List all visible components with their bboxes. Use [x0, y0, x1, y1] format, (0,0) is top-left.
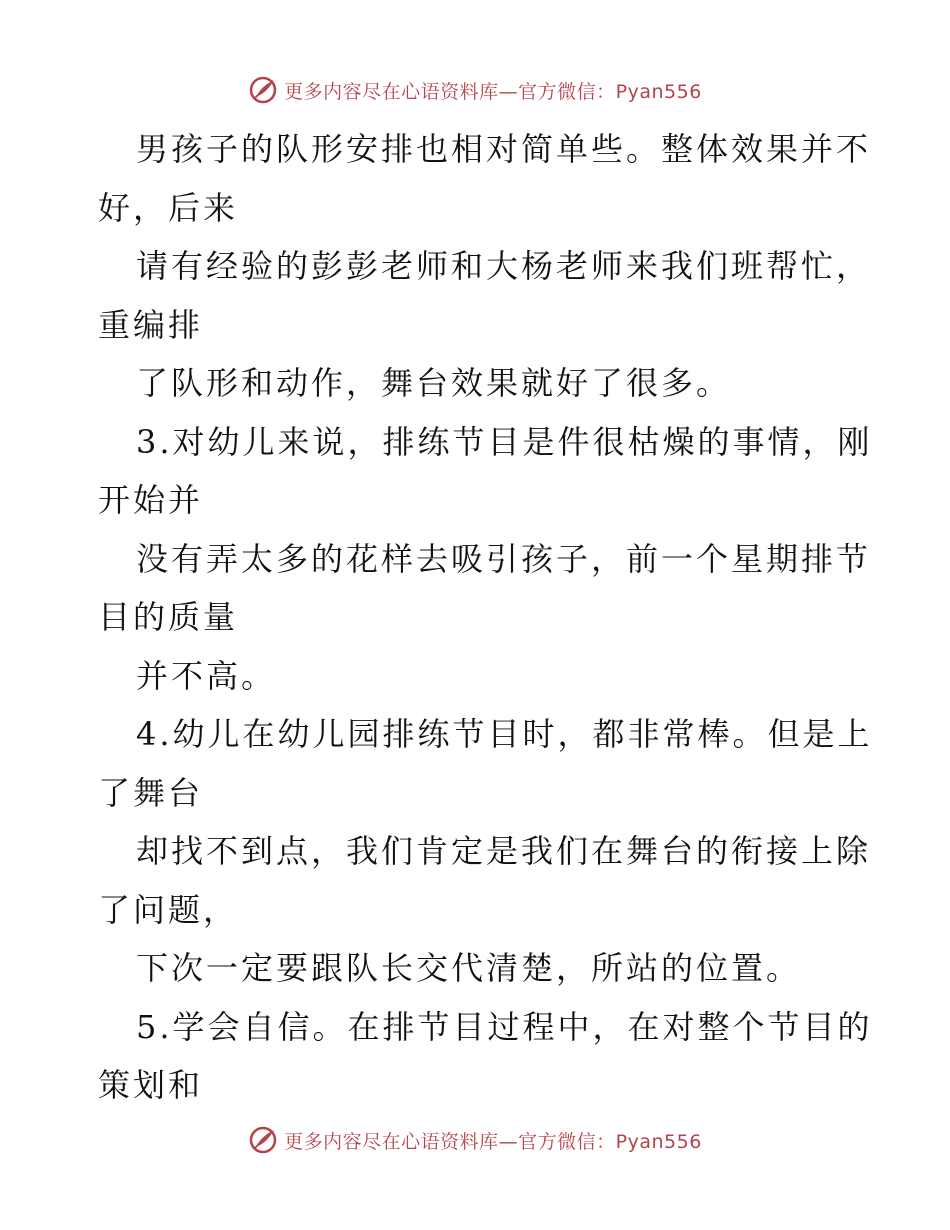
- text-line-13: 却找不到点，我们肯定是我们在舞台的衔接上除: [136, 832, 872, 870]
- text-line-4: 重编排: [98, 305, 204, 344]
- text-line-16: 5.学会自信。在排节目过程中，在对整个节目的: [136, 1007, 873, 1046]
- footer-banner-text: 更多内容尽在心语资料库—官方微信：Pyan556: [284, 1130, 702, 1153]
- footer-banner: [0, 1120, 950, 1160]
- text-line-1: 男孩子的队形安排也相对简单些。整体效果并不: [136, 130, 872, 168]
- text-line-14: 了问题，: [98, 890, 239, 929]
- text-line-11: 4.幼儿在幼儿园排练节目时，都非常棒。但是上: [136, 715, 873, 753]
- text-line-12: 了舞台: [98, 773, 204, 812]
- header-banner: [0, 70, 950, 110]
- text-line-10: 并不高。: [136, 656, 277, 695]
- feather-pen-logo-icon: [248, 75, 278, 105]
- text-line-2: 好，后来: [98, 188, 239, 227]
- text-line-8: 没有弄太多的花样去吸引孩子，前一个星期排节: [136, 539, 872, 578]
- text-line-7: 开始并: [98, 481, 204, 519]
- text-line-3: 请有经验的彭彭老师和大杨老师来我们班帮忙，: [136, 247, 872, 285]
- text-line-15: 下次一定要跟队长交代清楚，所站的位置。: [136, 949, 802, 987]
- header-banner-text: 更多内容尽在心语资料库—官方微信：Pyan556: [284, 80, 702, 103]
- document-body: [98, 120, 873, 1115]
- feather-pen-logo-icon: [248, 1125, 278, 1155]
- text-line-17: 策划和: [98, 1066, 204, 1104]
- text-line-6: 3.对幼儿来说，排练节目是件很枯燥的事情，刚: [136, 422, 873, 461]
- text-line-9: 目的质量: [98, 598, 239, 636]
- text-line-5: 了队形和动作，舞台效果就好了很多。: [136, 364, 732, 402]
